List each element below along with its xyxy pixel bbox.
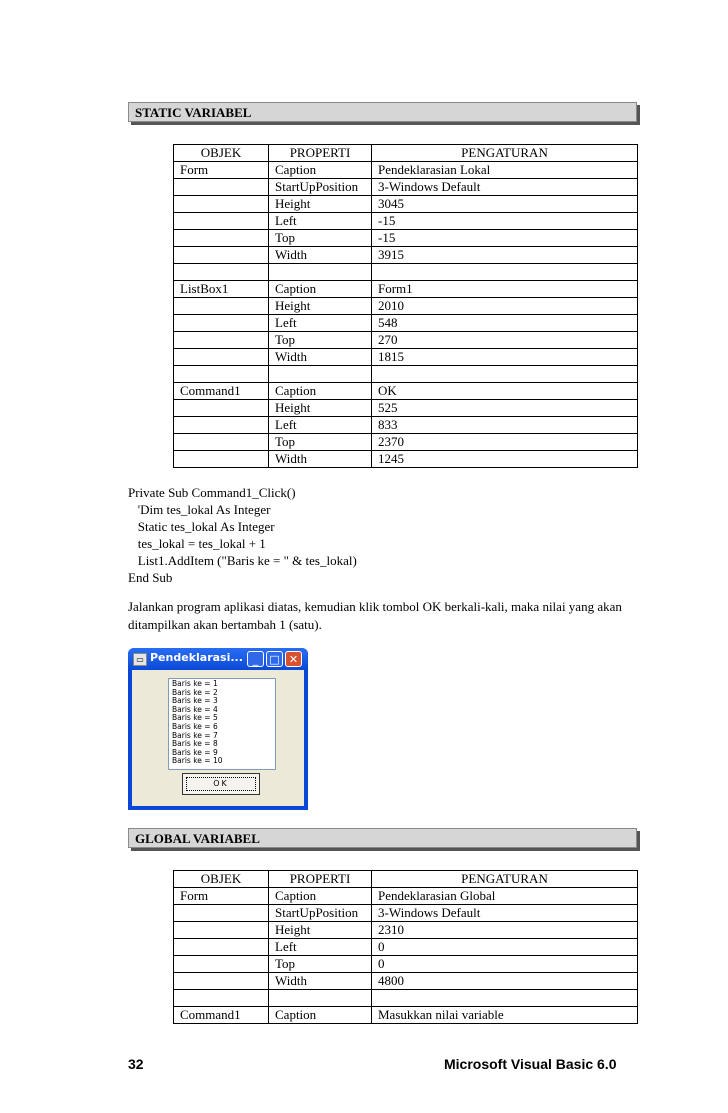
- cell-properti: Left: [269, 417, 372, 434]
- page-number: 32: [128, 1056, 144, 1072]
- cell-properti: Height: [269, 196, 372, 213]
- static-section-heading: [128, 102, 637, 122]
- header-pengaturan: PENGATURAN: [372, 871, 638, 888]
- table-row: [174, 956, 638, 973]
- table-row: [174, 1007, 638, 1024]
- cell-objek: [174, 230, 269, 247]
- cell-properti: Left: [269, 213, 372, 230]
- cell-properti: Top: [269, 230, 372, 247]
- window-client-area: [132, 670, 304, 806]
- cell-properti: [269, 366, 372, 383]
- cell-pengaturan: 0: [372, 939, 638, 956]
- cell-properti: [269, 264, 372, 281]
- header-objek: OBJEK: [174, 871, 269, 888]
- cell-pengaturan: 3045: [372, 196, 638, 213]
- cell-objek: Command1: [174, 1007, 269, 1024]
- cell-properti: Top: [269, 434, 372, 451]
- list-item[interactable]: Baris ke = 9: [172, 747, 218, 757]
- cell-objek: [174, 298, 269, 315]
- table-header-row: [174, 145, 638, 162]
- cell-properti: Caption: [269, 281, 372, 298]
- cell-properti: Caption: [269, 1007, 372, 1024]
- cell-properti: Height: [269, 400, 372, 417]
- cell-objek: [174, 213, 269, 230]
- instruction-paragraph: Jalankan program aplikasi diatas, kemudian klik tombol OK berkali-kali, maka nilai yang akan ditampilkan akan bertambah 1 (satu).: [128, 599, 622, 632]
- cell-pengaturan: Form1: [372, 281, 638, 298]
- cell-objek: [174, 417, 269, 434]
- header-objek: OBJEK: [174, 145, 269, 162]
- cell-pengaturan: 548: [372, 315, 638, 332]
- table-row: [174, 196, 638, 213]
- cell-properti: StartUpPosition: [269, 905, 372, 922]
- ok-button-label: OK: [213, 779, 229, 788]
- cell-properti: Top: [269, 956, 372, 973]
- list-item[interactable]: Baris ke = 6: [172, 721, 218, 731]
- cell-objek: [174, 922, 269, 939]
- cell-objek: [174, 349, 269, 366]
- cell-properti: Top: [269, 332, 372, 349]
- cell-properti: Height: [269, 298, 372, 315]
- header-properti: PROPERTI: [269, 145, 372, 162]
- cell-properti: Left: [269, 939, 372, 956]
- cell-objek: [174, 905, 269, 922]
- cell-pengaturan: [372, 366, 638, 383]
- table-row: [174, 332, 638, 349]
- table-row: [174, 939, 638, 956]
- focus-rectangle: [186, 777, 256, 791]
- table-row: [174, 247, 638, 264]
- cell-objek: ListBox1: [174, 281, 269, 298]
- close-button[interactable]: ✕: [285, 651, 302, 667]
- global-table-body: [174, 888, 638, 1024]
- table-row: [174, 434, 638, 451]
- cell-pengaturan: 3-Windows Default: [372, 179, 638, 196]
- static-section-title: STATIC VARIABEL: [135, 105, 252, 120]
- table-row: [174, 213, 638, 230]
- cell-objek: Command1: [174, 383, 269, 400]
- app-window-screenshot: [128, 648, 308, 810]
- cell-pengaturan: OK: [372, 383, 638, 400]
- cell-pengaturan: [372, 990, 638, 1007]
- cell-objek: [174, 973, 269, 990]
- cell-pengaturan: 2010: [372, 298, 638, 315]
- table-row: [174, 162, 638, 179]
- list-item[interactable]: Baris ke = 3: [172, 696, 218, 706]
- cell-properti: StartUpPosition: [269, 179, 372, 196]
- cell-properti: [269, 990, 372, 1007]
- cell-pengaturan: 1245: [372, 451, 638, 468]
- list-item[interactable]: Baris ke = 5: [172, 713, 218, 723]
- table-header-row: [174, 871, 638, 888]
- cell-pengaturan: Pendeklarasian Lokal: [372, 162, 638, 179]
- code-line: Static tes_lokal As Integer: [128, 519, 275, 534]
- book-title: Microsoft Visual Basic 6.0: [444, 1056, 617, 1072]
- table-row: [174, 973, 638, 990]
- cell-properti: Width: [269, 451, 372, 468]
- table-row: [174, 179, 638, 196]
- table-row: [174, 990, 638, 1007]
- window-title: Pendeklarasi...: [150, 651, 243, 664]
- table-row: [174, 349, 638, 366]
- table-row: [174, 888, 638, 905]
- header-properti: PROPERTI: [269, 871, 372, 888]
- cell-objek: Form: [174, 162, 269, 179]
- cell-pengaturan: 1815: [372, 349, 638, 366]
- cell-objek: [174, 400, 269, 417]
- cell-pengaturan: 2310: [372, 922, 638, 939]
- list-item[interactable]: Baris ke = 8: [172, 739, 218, 749]
- cell-properti: Caption: [269, 162, 372, 179]
- list-item[interactable]: Baris ke = 4: [172, 704, 218, 714]
- cell-objek: [174, 990, 269, 1007]
- cell-objek: [174, 179, 269, 196]
- table-row: [174, 905, 638, 922]
- static-properties-table: [173, 144, 638, 468]
- table-row: [174, 264, 638, 281]
- window-titlebar: [128, 648, 308, 670]
- cell-properti: Left: [269, 315, 372, 332]
- ok-button[interactable]: [182, 773, 260, 795]
- code-line: End Sub: [128, 570, 173, 585]
- window-app-icon: ▭: [133, 653, 147, 666]
- cell-objek: Form: [174, 888, 269, 905]
- code-line: Private Sub Command1_Click(): [128, 485, 296, 500]
- cell-objek: [174, 434, 269, 451]
- table-row: [174, 400, 638, 417]
- cell-pengaturan: -15: [372, 230, 638, 247]
- code-line: 'Dim tes_lokal As Integer: [128, 502, 271, 517]
- code-listing: [128, 484, 357, 586]
- maximize-button[interactable]: □: [266, 651, 283, 667]
- global-section-title: GLOBAL VARIABEL: [135, 831, 260, 846]
- table-row: [174, 922, 638, 939]
- cell-pengaturan: 2370: [372, 434, 638, 451]
- cell-properti: Caption: [269, 888, 372, 905]
- cell-objek: [174, 196, 269, 213]
- cell-objek: [174, 247, 269, 264]
- cell-objek: [174, 956, 269, 973]
- table-row: [174, 230, 638, 247]
- cell-pengaturan: -15: [372, 213, 638, 230]
- cell-properti: Height: [269, 922, 372, 939]
- cell-properti: Caption: [269, 383, 372, 400]
- global-properties-table: [173, 870, 638, 1024]
- cell-objek: [174, 264, 269, 281]
- table-row: [174, 298, 638, 315]
- list-item[interactable]: Baris ke = 2: [172, 687, 218, 697]
- code-line: List1.AddItem ("Baris ke = " & tes_lokal): [128, 553, 357, 568]
- cell-objek: [174, 366, 269, 383]
- table-row: [174, 383, 638, 400]
- cell-objek: [174, 451, 269, 468]
- cell-pengaturan: 3-Windows Default: [372, 905, 638, 922]
- cell-pengaturan: 4800: [372, 973, 638, 990]
- cell-pengaturan: 0: [372, 956, 638, 973]
- static-table-body: [174, 162, 638, 468]
- minimize-button[interactable]: _: [247, 651, 264, 667]
- cell-pengaturan: 270: [372, 332, 638, 349]
- header-pengaturan: PENGATURAN: [372, 145, 638, 162]
- list-item[interactable]: Baris ke = 1: [172, 679, 218, 688]
- cell-pengaturan: 833: [372, 417, 638, 434]
- cell-pengaturan: 525: [372, 400, 638, 417]
- table-row: [174, 281, 638, 298]
- table-row: [174, 315, 638, 332]
- cell-objek: [174, 939, 269, 956]
- cell-objek: [174, 315, 269, 332]
- cell-properti: Width: [269, 973, 372, 990]
- cell-pengaturan: Masukkan nilai variable: [372, 1007, 638, 1024]
- cell-properti: Width: [269, 349, 372, 366]
- table-row: [174, 366, 638, 383]
- list-item[interactable]: Baris ke = 7: [172, 730, 218, 740]
- cell-properti: Width: [269, 247, 372, 264]
- list-item[interactable]: Baris ke = 10: [172, 756, 223, 766]
- cell-pengaturan: 3915: [372, 247, 638, 264]
- table-row: [174, 417, 638, 434]
- list-box[interactable]: [168, 678, 276, 770]
- code-line: tes_lokal = tes_lokal + 1: [128, 536, 266, 551]
- cell-objek: [174, 332, 269, 349]
- table-row: [174, 451, 638, 468]
- cell-pengaturan: [372, 264, 638, 281]
- global-section-heading: [128, 828, 637, 848]
- cell-pengaturan: Pendeklarasian Global: [372, 888, 638, 905]
